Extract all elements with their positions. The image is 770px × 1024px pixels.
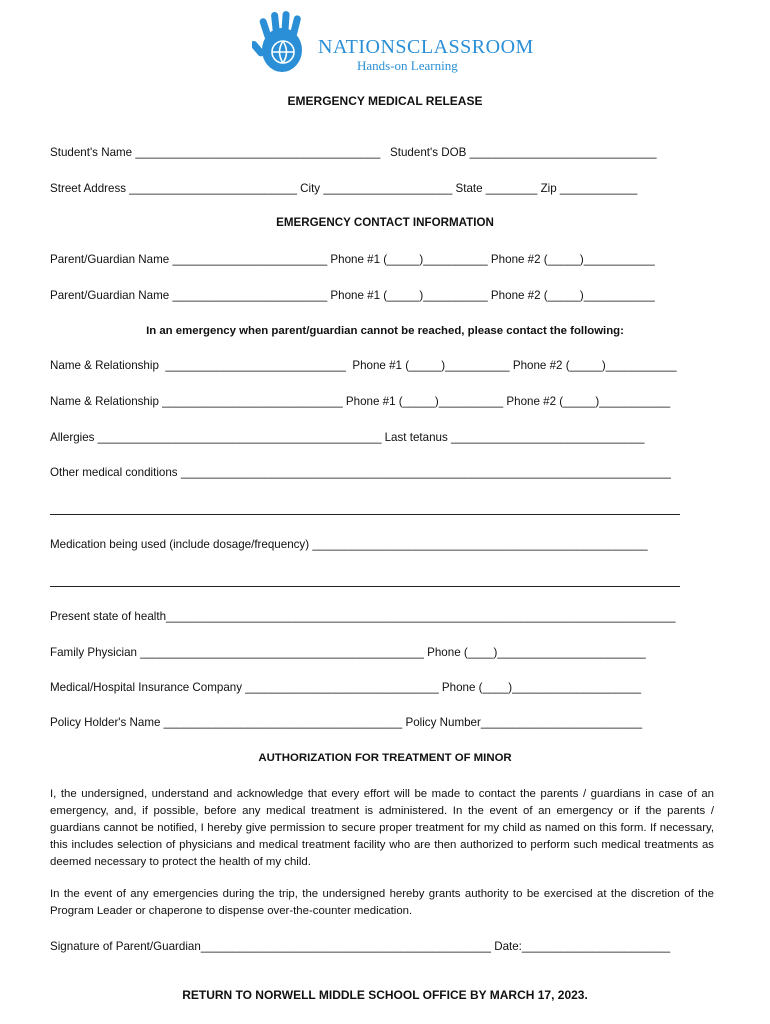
alternate-contact-heading: In an emergency when parent/guardian cannot be reached, please contact the following: — [146, 325, 624, 337]
allergies-tetanus-line[interactable]: Allergies ____________________________________________ Last tetanus ______________________________ — [50, 431, 645, 444]
other-medical-conditions-line[interactable]: Other medical conditions ____________________________________________________________________________ — [50, 466, 671, 479]
return-instructions: RETURN TO NORWELL MIDDLE SCHOOL OFFICE BY MARCH 17, 2023. — [182, 988, 588, 1002]
emergency-contact-heading: EMERGENCY CONTACT INFORMATION — [276, 216, 494, 229]
brand-name: NATIONSCLASSROOM — [318, 36, 534, 58]
insurance-company-line[interactable]: Medical/Hospital Insurance Company ______________________________ Phone (____)____________________ — [50, 681, 642, 694]
family-physician-line[interactable]: Family Physician ____________________________________________ Phone (____)_______________________ — [50, 646, 646, 659]
present-health-line[interactable]: Present state of health_______________________________________________________________________________ — [50, 610, 676, 623]
guardian-2-line[interactable]: Parent/Guardian Name ________________________ Phone #1 (_____)__________ Phone #2 (_____)___________ — [50, 289, 655, 302]
nations-classroom-logo — [252, 10, 534, 78]
guardian-1-line[interactable]: Parent/Guardian Name ________________________ Phone #1 (_____)__________ Phone #2 (_____)___________ — [50, 253, 655, 266]
authorization-heading: AUTHORIZATION FOR TREATMENT OF MINOR — [258, 752, 512, 764]
blank-continuation-line[interactable] — [50, 586, 680, 587]
form-title: EMERGENCY MEDICAL RELEASE — [287, 94, 483, 108]
alternate-contact-2-line[interactable]: Name & Relationship ____________________________ Phone #1 (_____)__________ Phone #2 (_____)___________ — [50, 395, 671, 408]
alternate-contact-1-line[interactable]: Name & Relationship ____________________________ Phone #1 (_____)__________ Phone #2 (_____)___________ — [50, 359, 677, 372]
policy-holder-line[interactable]: Policy Holder's Name _____________________________________ Policy Number_________________________ — [50, 716, 643, 729]
student-name-dob-line[interactable]: Student's Name ______________________________________ Student's DOB _____________________________ — [50, 146, 657, 159]
medication-line[interactable]: Medication being used (include dosage/frequency) ____________________________________________________ — [50, 538, 648, 551]
authorization-paragraph-1: I, the undersigned, understand and acknowledge that every effort will be made to contact the parents / guardians in case of an emergency, and, if possible, before any medical treatment is administered. In the event of an emergency or if the parents / guardians cannot be notified, I hereby give permission to secure proper treatment for my child as named on this form. If necessary, this includes selection of physicians and medical treatment facility who are then authorized to perform such medical treatments as deemed necessary to protect the health of my child. — [50, 788, 714, 868]
blank-continuation-line[interactable] — [50, 514, 680, 515]
authorization-paragraph-2: In the event of any emergencies during the trip, the undersigned hereby grants authority to be exercised at the discretion of the Program Leader or chaperone to dispense over-the-counter medication. — [50, 888, 714, 917]
brand-tagline: Hands-on Learning — [357, 58, 458, 73]
signature-date-line[interactable]: Signature of Parent/Guardian_____________________________________________ Date:_______________________ — [50, 940, 671, 953]
street-address-line[interactable]: Street Address __________________________ City ____________________ State ________ Zip ____________ — [50, 182, 638, 195]
